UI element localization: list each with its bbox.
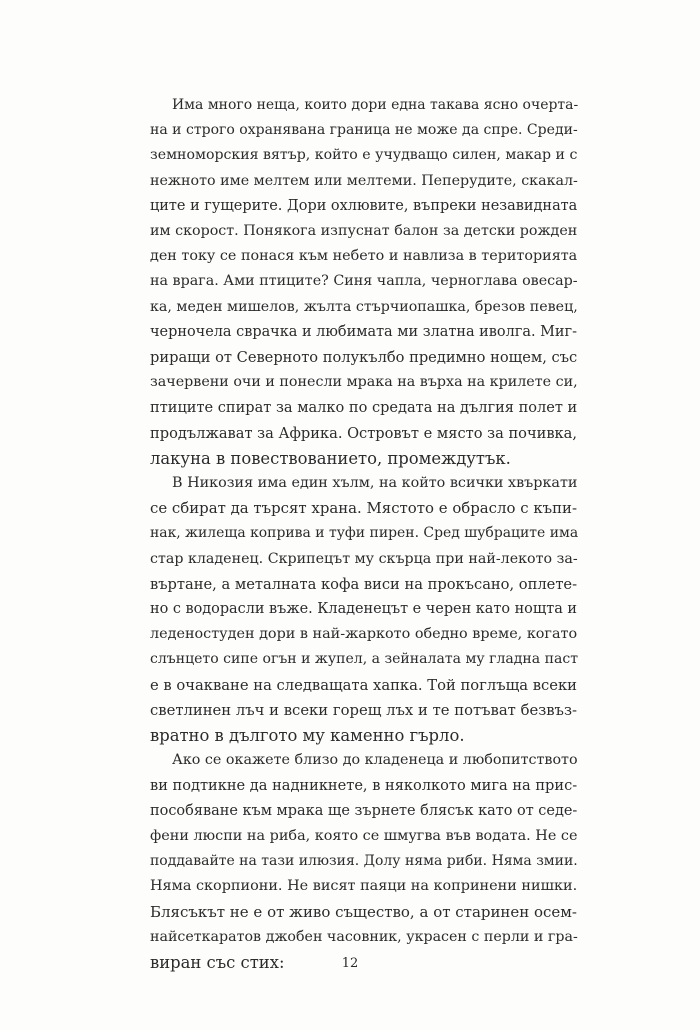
- text-line: но с водорасли въже. Кладенецът е черен като нощта и: [150, 601, 577, 618]
- text-line: ците и гущерите. Дори охлювите, въпреки незавидната: [150, 197, 578, 214]
- text-line: земноморския вятър, който е учудващо силен, макар и с: [150, 147, 578, 164]
- text-line: пособяване към мрака ще зърнете блясък като от седе-: [150, 802, 578, 819]
- text-line: птиците спират за малко по средата на дългия полет и: [150, 399, 578, 417]
- text-line: стар кладенец. Скрипецът му скърца при най-лекото за-: [150, 550, 578, 567]
- text-line: на и строго охранявана граница не може да спре. Среди-: [150, 122, 578, 139]
- text-line: Няма скорпиони. Не висят паяци на копринени нишки.: [150, 878, 578, 895]
- text-line: Има много неща, които дори една такава ясно очерта-: [172, 97, 579, 113]
- paragraph-3: [128, 748, 577, 975]
- text-line: въртане, а металната кофа виси на прокъсано, оплете-: [150, 575, 578, 593]
- text-line: нак, жилеща коприва и туфи пирен. Сред шубраците има: [150, 525, 579, 542]
- text-line: вратно в дългото му каменно гърло.: [150, 726, 465, 746]
- text-line: виран със стих:: [150, 952, 285, 972]
- page-number: 12: [341, 956, 359, 971]
- text-line: поддавайте на тази илюзия. Долу няма риби. Няма змии.: [150, 853, 578, 870]
- text-line: продължават за Африка. Островът е място за почивка,: [150, 424, 578, 442]
- text-line: черночела сврачка и любимата ми златна иволга. Миг-: [150, 323, 577, 340]
- text-line: им скорост. Понякога изпуснат балон за детски рожден: [150, 223, 578, 240]
- text-line: ви подтикне да надникнете, в няколкото мига на прис-: [150, 777, 578, 795]
- body-text: [128, 93, 577, 975]
- text-line: фени люспи на риба, която се шмугва във водата. Не се: [150, 827, 578, 844]
- text-line: зачервени очи и понесли мрака на върха на крилете си,: [150, 374, 578, 391]
- text-line: е в очакване на следващата хапка. Той поглъща всеки: [150, 676, 577, 694]
- text-line: леденостуден дори в най-жаркото обедно време, когато: [150, 626, 578, 643]
- text-line: риращи от Северното полукълбо предимно нощем, със: [150, 349, 578, 367]
- paragraph-2: [128, 471, 577, 748]
- text-line: лакуна в повествованието, промеждутък.: [150, 448, 511, 468]
- text-line: найсеткаратов джобен часовник, украсен с перли и гра-: [150, 928, 578, 945]
- text-line: на врага. Ами птиците? Синя чапла, черноглава овесар-: [150, 273, 578, 290]
- text-line: се сбират да търсят храна. Мястото е обрасло с къпи-: [150, 499, 577, 518]
- text-line: светлинен лъч и всеки горещ лъх и те потъват безвъз-: [150, 701, 577, 719]
- text-line: нежното име мелтем или мелтеми. Пеперудите, скакал-: [150, 172, 578, 189]
- text-line: ден току се понася към небето и навлиза в територията: [150, 248, 578, 265]
- text-line: Блясъкът не е от живо същество, а от старинен осем-: [150, 902, 577, 921]
- paragraph-1: [128, 93, 577, 471]
- text-line: слънцето сипе огън и жупел, а зейналата му гладна паст: [150, 651, 578, 668]
- text-line: ка, меден мишелов, жълта стърчиопашка, брезов певец,: [150, 298, 578, 315]
- text-line: Ако се окажете близо до кладенеца и любопитството: [172, 752, 578, 769]
- text-line: В Никозия има един хълм, на който всички хвъркати: [172, 475, 578, 492]
